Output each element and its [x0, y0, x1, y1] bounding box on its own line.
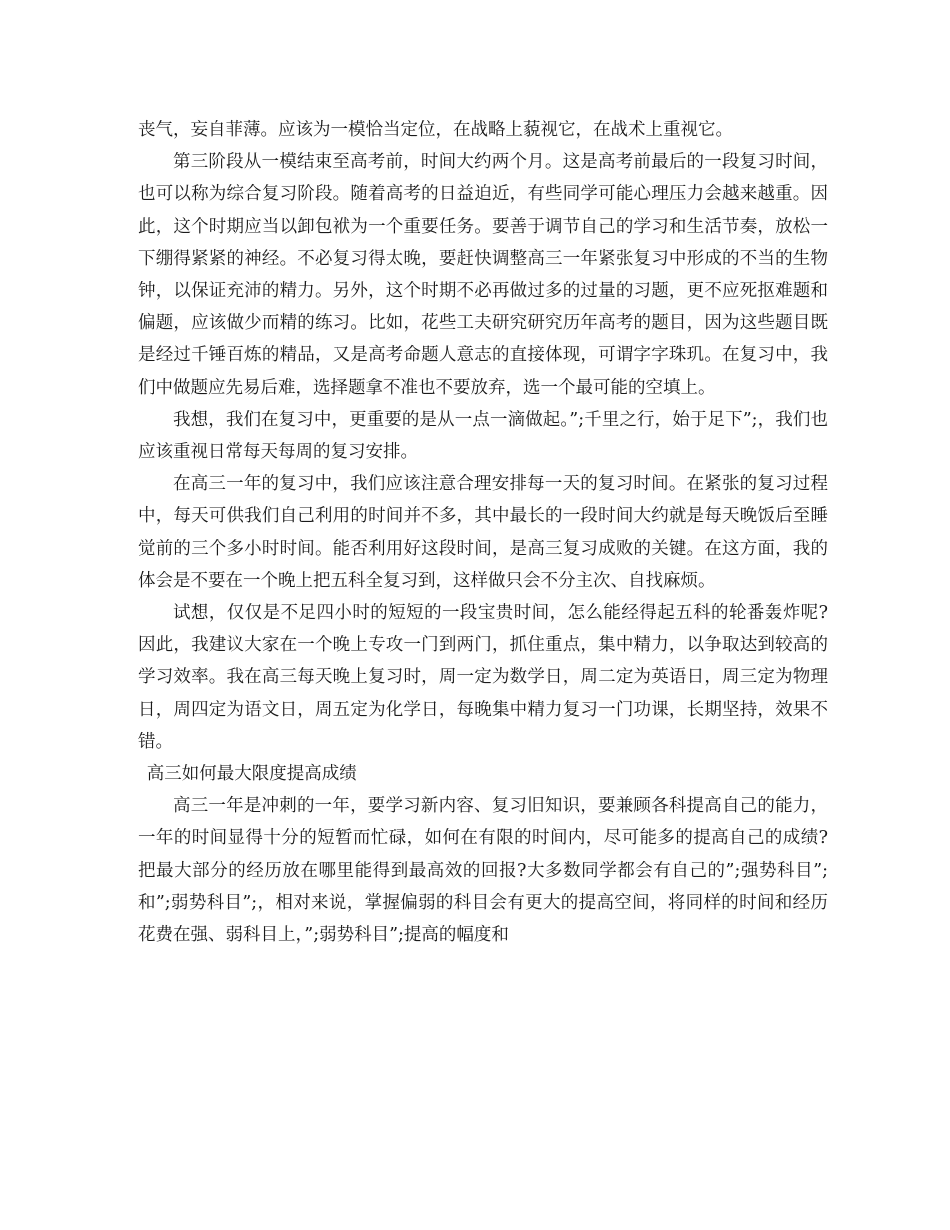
document-body: [138, 114, 828, 951]
section-heading: 高三如何最大限度提高成绩: [146, 764, 357, 785]
paragraph-focus-subjects: 试想，仅仅是不足四小时的短短的一段宝贵时间，怎么能经得起五科的轮番轰炸呢?因此，我建议大家在一个晚上专攻一门到两门，抓住重点，集中精力，以争取达到较高的学习效率。我在高三每天晚上复习时，周一定为数学日，周二定为英语日，周三定为物理日，周四定为语文日，周五定为化学日，每晚集中精力复习一门功课，长期坚持，效果不错。: [138, 603, 828, 752]
paragraph-daily-schedule: 在高三一年的复习中，我们应该注意合理安排每一天的复习时间。在紧张的复习过程中，每天可供我们自己利用的时间并不多，其中最长的一段时间大约就是每天晚饭后至睡觉前的三个多小时时间。能否利用好这段时间，是高三复习成败的关键。在这方面，我的体会是不要在一个晚上把五科全复习到，这样做只会不分主次、自找麻烦。: [138, 474, 828, 591]
paragraph-step-by-step: 我想，我们在复习中，更重要的是从一点一滴做起。”;千里之行，始于足下”;，我们也应该重视日常每天每周的复习安排。: [138, 409, 828, 463]
paragraph-third-stage: 第三阶段从一模结束至高考前，时间大约两个月。这是高考前最后的一段复习时间，也可以称为综合复习阶段。随着高考的日益迫近，有些同学可能心理压力会越来越重。因此，这个时期应当以卸包袱为一个重要任务。要善于调节自己的学习和生活节奏，放松一下绷得紧紧的神经。不必复习得太晚，要赶快调整高三一年紧张复习中形成的不当的生物钟，以保证充沛的精力。另外，这个时期不必再做过多的过量的习题，更不应死抠难题和偏题，应该做少而精的练习。比如，花些工夫研究研究历年高考的题目，因为这些题目既是经过千锤百炼的精品，又是高考命题人意志的直接体现，可谓字字珠玑。在复习中，我们中做题应先易后难，选择题拿不准也不要放弃，选一个最可能的空填上。: [138, 152, 828, 398]
paragraph-continuation: 丧气，妄自菲薄。应该为一模恰当定位，在战略上藐视它，在战术上重视它。: [138, 120, 733, 140]
paragraph-improve-scores: 高三一年是冲刺的一年，要学习新内容、复习旧知识，要兼顾各科提高自己的能力，一年的时间显得十分的短暂而忙碌，如何在有限的时间内，尽可能多的提高自己的成绩?把最大部分的经历放在哪里能得到最高效的回报?大多数同学都会有自己的”;强势科目”;和”;弱势科目”;，相对来说，掌握偏弱的科目会有更大的提高空间，将同样的时间和经历花费在强、弱科目上，”;弱势科目”;提高的幅度和: [138, 796, 828, 946]
